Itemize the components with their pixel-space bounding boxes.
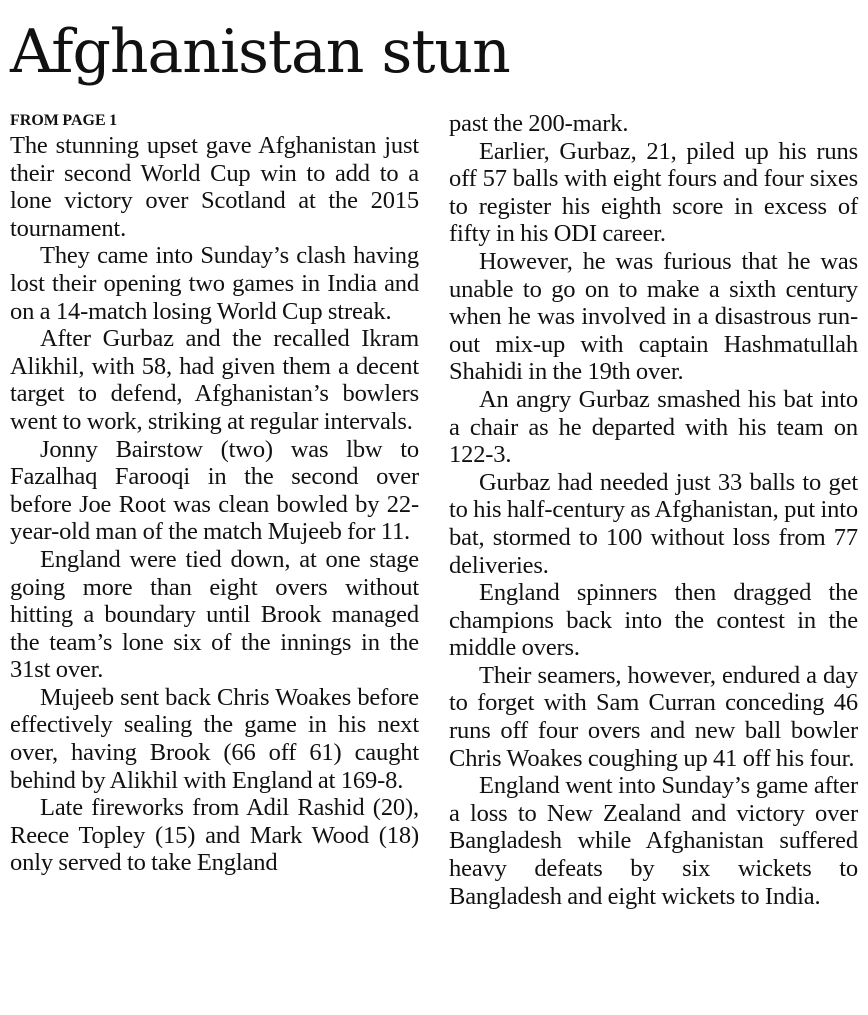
- paragraph: Mujeeb sent back Chris Woakes before effectively sealing the game in his next over, having Brook (66 off 61) caught behind by Alikhil with England at 169-8.: [10, 683, 419, 794]
- paragraph: An angry Gurbaz smashed his bat into a chair as he departed with his team on 122-3.: [449, 385, 858, 469]
- paragraph: England went into Sunday’s game after a loss to New Zealand and victory over Bangladesh while Afghanistan suffered heavy defeats by six wickets to Bangladesh and eight wickets to India.: [449, 772, 858, 910]
- article-column-right: [449, 110, 858, 910]
- paragraph: After Gurbaz and the recalled Ikram Alikhil, with 58, had given them a decent target to defend, Afghanistan’s bowlers went to work, striking at regular intervals.: [10, 325, 419, 435]
- paragraph: Jonny Bairstow (two) was lbw to Fazalhaq Farooqi in the second over before Joe Root was clean bowled by 22-year-old man of the match Mujeeb for 11.: [10, 435, 419, 546]
- paragraph: However, he was furious that he was unable to go on to make a sixth century when he was involved in a disastrous run-out mix-up with captain Hashmatullah Shahidi in the 19th over.: [449, 247, 858, 386]
- paragraph: Gurbaz had needed just 33 balls to get to his half-century as Afghanistan, put into bat, stormed to 100 without loss from 77 deliveries.: [449, 468, 858, 579]
- paragraph: England spinners then dragged the champions back into the contest in the middle overs.: [449, 579, 858, 662]
- paragraph: Late fireworks from Adil Rashid (20), Reece Topley (15) and Mark Wood (18) only served to take England: [10, 794, 419, 877]
- paragraph: Their seamers, however, endured a day to forget with Sam Curran conceding 46 runs off four overs and new ball bowler Chris Woakes coughing up 41 off his four.: [449, 661, 858, 772]
- paragraph: They came into Sunday’s clash having lost their opening two games in India and on a 14-match losing World Cup streak.: [10, 242, 419, 325]
- headline: Afghanistan stun: [10, 17, 510, 87]
- paragraph: England were tied down, at one stage going more than eight overs without hitting a boundary until Brook managed the team’s lone six of the innings in the 31st over.: [10, 545, 419, 684]
- paragraph: past the 200-mark.: [449, 110, 629, 137]
- paragraph: The stunning upset gave Afghanistan just their second World Cup win to add to a lone victory over Scotland at the 2015 tournament.: [10, 132, 419, 242]
- kicker: FROM PAGE 1: [10, 112, 118, 129]
- article-column-left: [10, 110, 419, 877]
- paragraph: Earlier, Gurbaz, 21, piled up his runs off 57 balls with eight fours and four sixes to register his eighth score in excess of fifty in his ODI career.: [449, 137, 858, 248]
